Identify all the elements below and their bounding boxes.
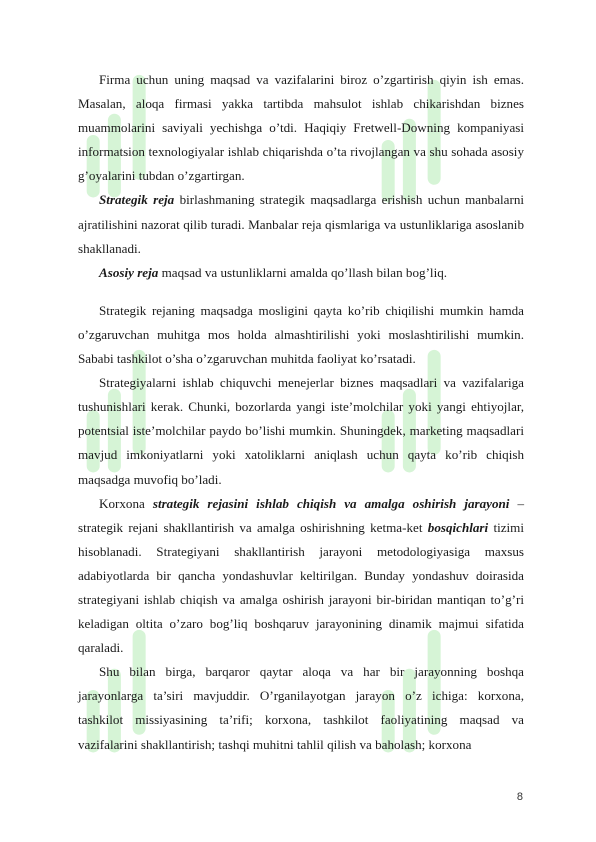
text-run: Shu bilan birga, barqaror qaytar aloqa va har bir jarayonning boshqa jarayonlarga ta’siri mavjuddir. O’rganilayotgan jarayon o’z ichiga: korxona, tashkilot missiyasining ta’rifi; korxona, tashkilot faoliyatining maqsad va vazifalarini shakllantirish; tashqi muhitni tahlil qilish va baholash; korxona bbox=[78, 664, 524, 752]
text-run: birlashmaning strategik maqsadlarga erishish uchun manbalarni ajratilishini nazorat qilib turadi. Manbalar reja qismlariga va ustunliklariga asoslanib shakllanadi. bbox=[78, 192, 525, 256]
emphasis-term: bosqichlari bbox=[427, 519, 489, 535]
text-run: Korxona bbox=[99, 495, 153, 511]
body-text bbox=[78, 68, 524, 757]
paragraph bbox=[78, 68, 524, 188]
emphasis-term: Strategik reja bbox=[99, 192, 175, 208]
emphasis-term: Asosiy reja bbox=[99, 264, 159, 280]
paragraph bbox=[78, 188, 524, 260]
paragraph bbox=[78, 660, 524, 756]
text-run: Strategiyalarni ishlab chiquvchi menejerlar biznes maqsadlari va vazifalariga tushunishlari kerak. Chunki, bozorlarda yangi iste’molchilar yoki yangi ehtiyojlar, potentsial iste’molchilar paydo bo’lishi mumkin. Shuningdek, marketing maqsadlari mavjud imkoniyatlarni yoki xatoliklarni aniqlash uchun qayta ko’rib chiqish maqsadga muvofiq bo’ladi. bbox=[78, 375, 524, 487]
text-run: Firma uchun uning maqsad va vazifalarini biroz o’zgartirish qiyin ish emas. Masalan, aloqa firmasi yakka tartibda mahsulot ishlab chikarishdan biznes muammolarini saviyali yechishga o’tdi. Haqiqiy Fretwell-Downing kompaniyasi informatsion texnologiyalar ishlab chiqarishda o’ta rivojlangan va shu sohada asosiy g’oyalarini tubdan o’zgartirgan. bbox=[78, 72, 524, 184]
text-run: Strategik rejaning maqsadga mosligini qayta ko’rib chiqilishi mumkin hamda o’zgaruvchan muhitga mos holda almashtirilishi yoki moslashtirilishi mumkin. Sababi tashkilot o’sha o’zgaruvchan muhitda faoliyat ko’rsatadi. bbox=[78, 302, 524, 367]
text-run: maqsad va ustunliklarni amalda qo’llash bilan bog’liq. bbox=[158, 264, 448, 280]
paragraph bbox=[78, 371, 524, 491]
paragraph bbox=[78, 492, 524, 661]
paragraph bbox=[78, 299, 524, 371]
emphasis-term: strategik rejasini ishlab chiqish va amalga oshirish jarayoni bbox=[152, 495, 510, 511]
paragraph bbox=[78, 261, 524, 285]
text-run: tizimi hisoblanadi. Strategiyani shakllantirish jarayoni metodologiyasiga maxsus adabiyotlarda bir qancha yondashuvlar keltirilgan. Bunday yondashuv doirasida strategiyani ishlab chiqish va amalga oshirish jarayoni bir-biridan mantiqan to’g’ri keladigan oltita o’zaro bog’liq boshqaruv jarayonining dinamik majmui sifatida qaraladi. bbox=[78, 519, 524, 656]
text-run: – strategik rejani shakllantirish va amalga oshirishning ketma-ket bbox=[78, 495, 525, 535]
page-number: 8 bbox=[516, 791, 523, 803]
